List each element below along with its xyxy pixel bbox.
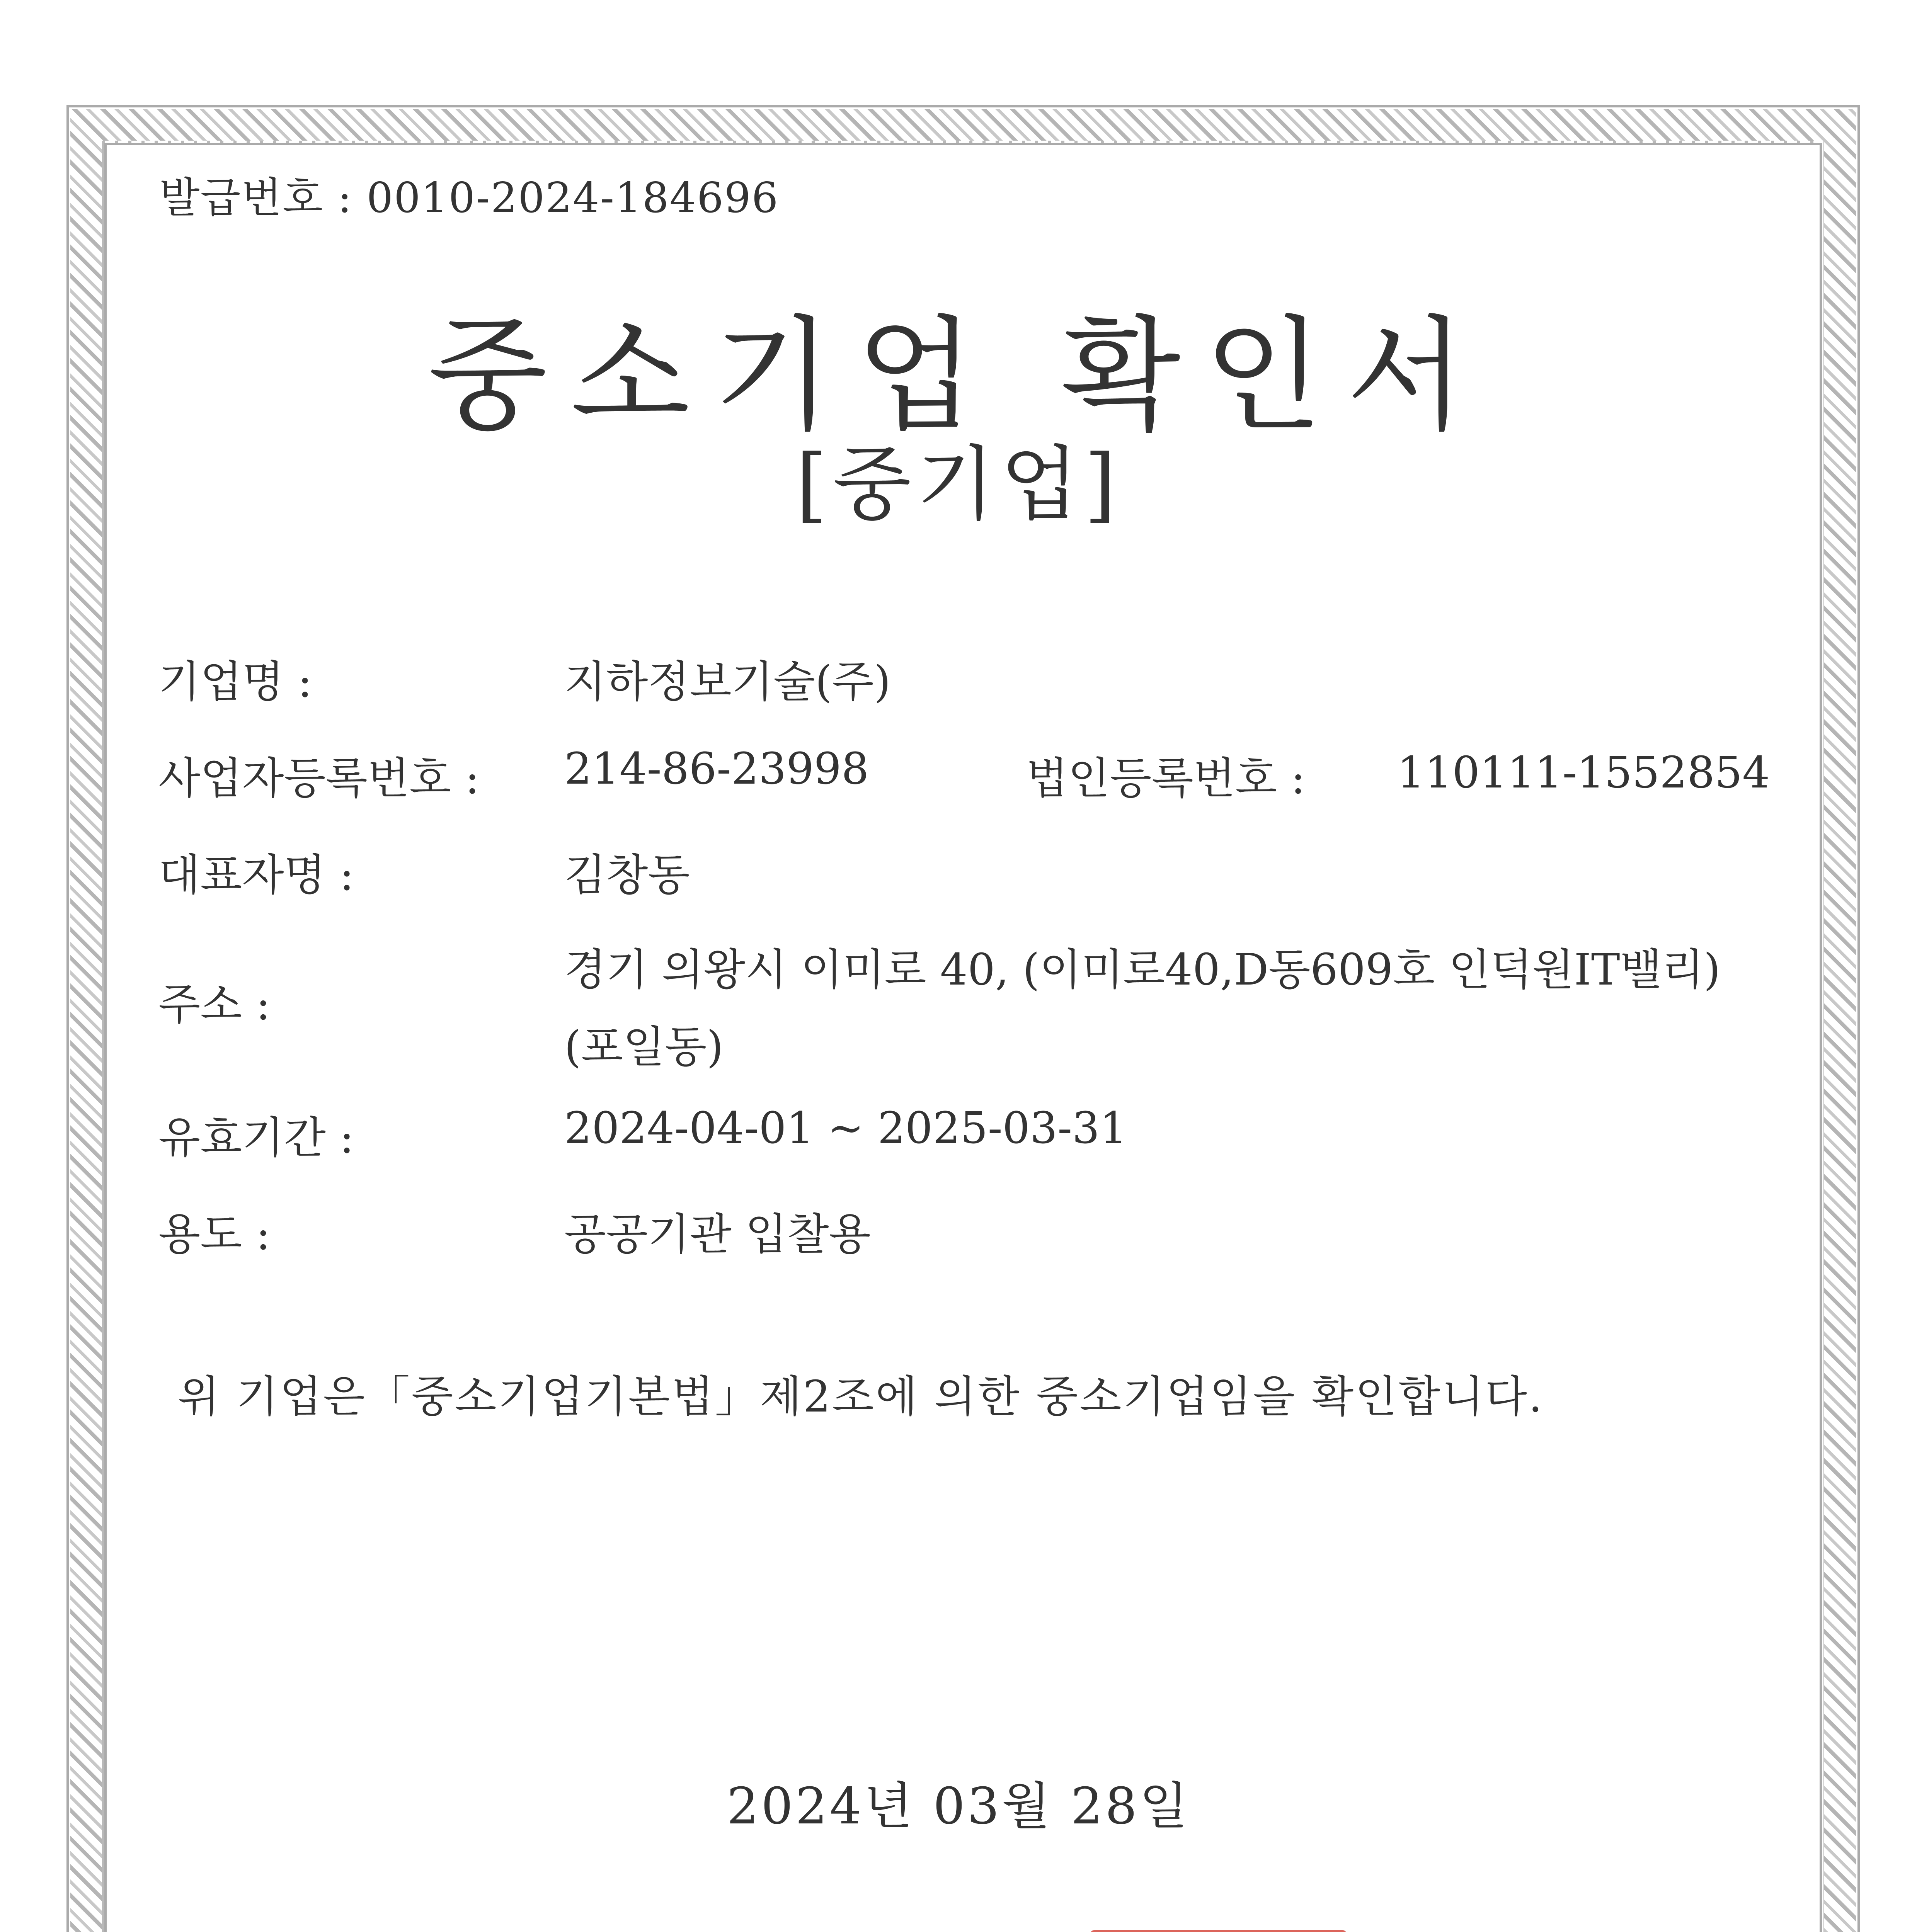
purpose: 공공기관 입찰용 (564, 1209, 871, 1260)
document-subtitle: [중기업] (795, 437, 1122, 532)
issue-date: 2024년 03월 28일 (727, 1777, 1190, 1835)
company-name: 지하정보기술(주) (564, 657, 891, 707)
company-name-label: 기업명 : (158, 657, 312, 707)
official-seal (1090, 1930, 1347, 1932)
ceo-label: 대표자명 : (158, 850, 354, 900)
confirmation-statement: 위 기업은「중소기업기본법」제2조에 의한 중소기업임을 확인합니다. (178, 1372, 1544, 1422)
validity-period: 2024-04-01 ~ 2025-03-31 (564, 1103, 1127, 1153)
validity-label: 유효기간 : (158, 1113, 354, 1163)
corp-reg-number: 110111-1552854 (1397, 748, 1770, 798)
corp-reg-label: 법인등록번호 : (1026, 753, 1306, 804)
issue-number: 발급번호 : 0010-2024-184696 (159, 174, 779, 222)
document-title: 중소기업 확인서 (428, 304, 1489, 448)
ceo-name: 김창동 (564, 850, 690, 900)
business-reg-number: 214-86-23998 (564, 744, 869, 794)
business-reg-label: 사업자등록번호 : (158, 753, 480, 804)
purpose-label: 용도 : (158, 1209, 271, 1260)
address-line-2: (포일동) (564, 1022, 724, 1072)
address-label: 주소 : (158, 980, 271, 1030)
address-line-1: 경기 의왕시 이미로 40, (이미로40,D동609호 인덕원IT밸리) (564, 945, 1721, 995)
